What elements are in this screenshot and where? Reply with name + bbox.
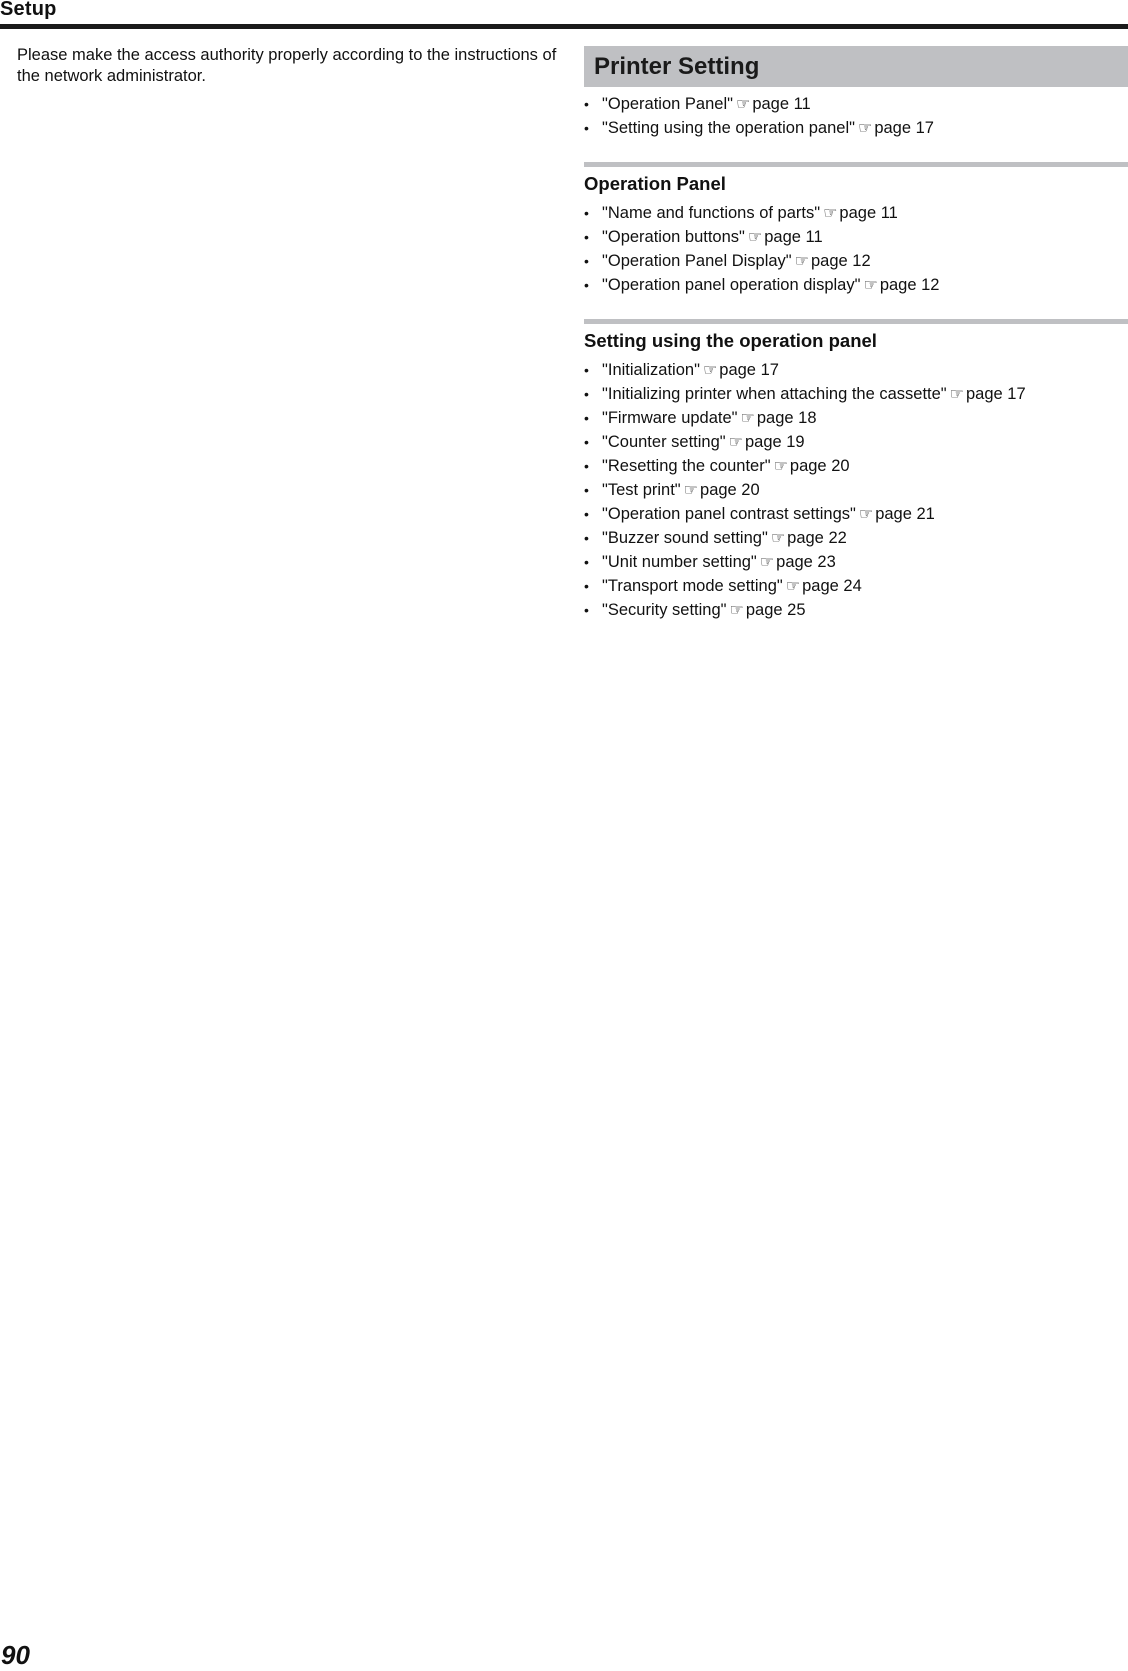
reference-title: "Operation panel contrast settings": [602, 505, 856, 523]
cross-reference-item: [584, 273, 1128, 297]
pointing-hand-reference-icon: ☞: [823, 205, 838, 222]
page-reference-link[interactable]: page 20: [789, 457, 850, 475]
page-reference-link[interactable]: page 21: [875, 505, 935, 523]
reference-title: "Operation Panel Display": [602, 252, 792, 270]
page-reference-link[interactable]: page 23: [776, 553, 836, 571]
cross-reference-item: [584, 201, 1128, 225]
bullet-icon: •: [584, 506, 589, 522]
bullet-icon: •: [584, 205, 589, 221]
page-number: 90: [1, 1640, 30, 1670]
page-reference-link[interactable]: page 12: [879, 276, 940, 294]
setting-operation-panel-list: [584, 358, 1128, 622]
reference-title: "Resetting the counter": [602, 457, 771, 475]
reference-title: "Initialization": [602, 361, 700, 379]
cross-reference-item: [584, 574, 1128, 598]
bullet-icon: •: [584, 578, 589, 594]
bullet-icon: •: [584, 120, 589, 136]
reference-title: "Operation Panel": [602, 95, 733, 113]
pointing-hand-reference-icon: ☞: [702, 362, 718, 379]
setting-operation-panel-rule: [584, 319, 1128, 324]
pointing-hand-reference-icon: ☞: [949, 386, 964, 403]
reference-title: "Firmware update": [602, 409, 738, 427]
pointing-hand-reference-icon: ☞: [863, 277, 878, 294]
page-reference-link[interactable]: page 11: [752, 95, 811, 113]
pointing-hand-reference-icon: ☞: [735, 96, 751, 113]
pointing-hand-reference-icon: ☞: [683, 482, 699, 499]
setting-operation-panel-heading: Setting using the operation panel: [584, 330, 877, 351]
reference-title: "Operation buttons": [602, 228, 745, 246]
page-reference-link[interactable]: page 17: [719, 361, 779, 379]
pointing-hand-reference-icon: ☞: [728, 434, 743, 451]
bullet-icon: •: [584, 434, 589, 450]
operation-panel-list: [584, 201, 1128, 297]
page-reference-link[interactable]: page 18: [756, 409, 817, 427]
header-rule: [0, 24, 1128, 29]
reference-title: "Initializing printer when attaching the cassette": [602, 385, 947, 403]
bullet-icon: •: [584, 96, 589, 112]
operation-panel-section: [584, 162, 1128, 297]
reference-title: "Operation panel operation display": [602, 276, 861, 294]
reference-title: "Name and functions of parts": [602, 204, 821, 222]
pointing-hand-reference-icon: ☞: [747, 229, 763, 246]
page-reference-link[interactable]: page 25: [745, 601, 806, 619]
pointing-hand-reference-icon: ☞: [858, 506, 874, 523]
pointing-hand-reference-icon: ☞: [729, 602, 744, 619]
reference-title: "Counter setting": [602, 433, 726, 451]
bullet-icon: •: [584, 362, 589, 378]
right-column: [584, 46, 1128, 622]
page-reference-link[interactable]: page 17: [874, 119, 934, 137]
cross-reference-item: [584, 598, 1128, 622]
cross-reference-item: [584, 550, 1128, 574]
operation-panel-rule: [584, 162, 1128, 167]
reference-title: "Transport mode setting": [602, 577, 783, 595]
pointing-hand-reference-icon: ☞: [785, 578, 801, 595]
reference-title: "Security setting": [602, 601, 727, 619]
pointing-hand-reference-icon: ☞: [770, 530, 786, 547]
cross-reference-item: [584, 502, 1128, 526]
bullet-icon: •: [584, 458, 589, 474]
cross-reference-item: [584, 406, 1128, 430]
bullet-icon: •: [584, 482, 589, 498]
bullet-icon: •: [584, 229, 589, 245]
reference-title: "Test print": [602, 481, 681, 499]
printer-setting-heading: Printer Setting: [584, 46, 1128, 87]
setting-operation-panel-section: [584, 319, 1128, 622]
bullet-icon: •: [584, 554, 589, 570]
page-reference-link[interactable]: page 17: [966, 385, 1026, 403]
cross-reference-item: [584, 358, 1128, 382]
operation-panel-heading: Operation Panel: [584, 173, 726, 194]
page-reference-link[interactable]: page 12: [811, 252, 871, 270]
cross-reference-item: [584, 92, 1128, 116]
pointing-hand-reference-icon: ☞: [773, 458, 788, 475]
bullet-icon: •: [584, 602, 589, 618]
pointing-hand-reference-icon: ☞: [759, 554, 775, 571]
bullet-icon: •: [584, 410, 589, 426]
page-reference-link[interactable]: page 22: [787, 529, 847, 547]
cross-reference-item: [584, 116, 1128, 140]
page-reference-link[interactable]: page 24: [802, 577, 862, 595]
reference-title: "Unit number setting": [602, 553, 757, 571]
cross-reference-item: [584, 430, 1128, 454]
bullet-icon: •: [584, 386, 589, 402]
page-header-title: Setup: [0, 0, 57, 20]
page-reference-link[interactable]: page 11: [764, 228, 823, 246]
cross-reference-item: [584, 225, 1128, 249]
bullet-icon: •: [584, 277, 589, 293]
reference-title: "Setting using the operation panel": [602, 119, 855, 137]
pointing-hand-reference-icon: ☞: [740, 410, 755, 427]
cross-reference-item: [584, 382, 1128, 406]
page-reference-link[interactable]: page 19: [744, 433, 805, 451]
access-authority-note: Please make the access authority properly according to the instructions of the network administrator.: [17, 46, 557, 85]
cross-reference-item: [584, 478, 1128, 502]
bullet-icon: •: [584, 253, 589, 269]
cross-reference-item: [584, 454, 1128, 478]
pointing-hand-reference-icon: ☞: [857, 120, 873, 137]
reference-title: "Buzzer sound setting": [602, 529, 768, 547]
printer-setting-list: [584, 92, 1128, 140]
left-column: [17, 45, 557, 87]
pointing-hand-reference-icon: ☞: [794, 253, 809, 270]
cross-reference-item: [584, 526, 1128, 550]
bullet-icon: •: [584, 530, 589, 546]
cross-reference-item: [584, 249, 1128, 273]
page-reference-link[interactable]: page 20: [700, 481, 760, 499]
page-reference-link[interactable]: page 11: [839, 204, 898, 222]
